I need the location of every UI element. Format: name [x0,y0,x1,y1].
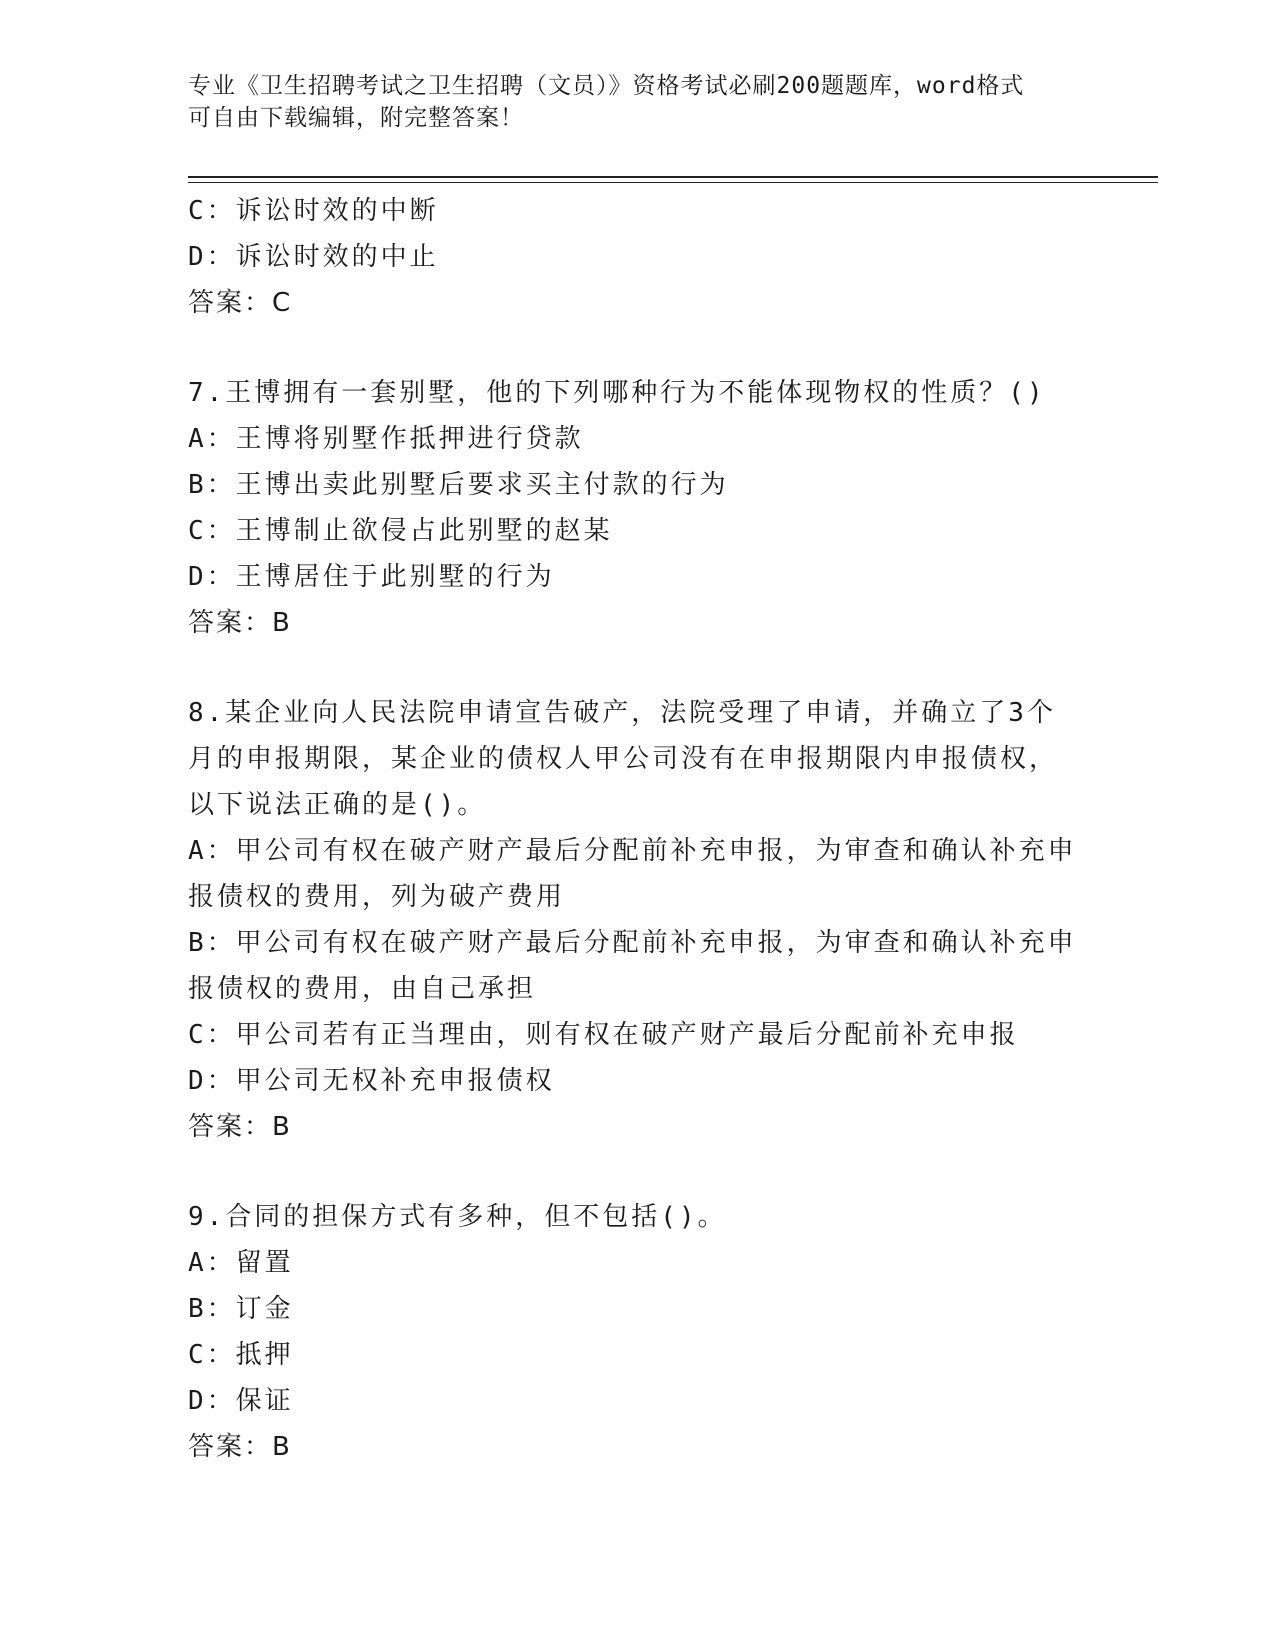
answer-line: 答案：B [188,608,292,638]
option-line: C：王博制止欲侵占此别墅的赵某 [188,516,613,546]
document-header [188,70,1088,134]
answer-line: 答案：B [188,1432,292,1462]
option-line: D：甲公司无权补充申报债权 [188,1066,555,1096]
option-line: 报债权的费用，列为破产费用 [188,882,566,912]
question-content [188,188,1088,1470]
header-line-2: 可自由下载编辑，附完整答案！ [188,105,524,131]
option-line: 报债权的费用，由自己承担 [188,974,537,1004]
header-rule-thick [188,176,1158,178]
spacer [188,646,1088,690]
question-stem: 8.某企业向人民法院申请宣告破产，法院受理了申请，并确立了3个 [188,698,1056,728]
question-stem: 7.王博拥有一套别墅，他的下列哪种行为不能体现物权的性质？() [188,378,1046,408]
question-7 [188,370,1088,646]
question-stem: 9.合同的担保方式有多种，但不包括()。 [188,1202,727,1232]
question-stem: 月的申报期限，某企业的债权人甲公司没有在申报期限内申报债权， [188,744,1059,774]
question-stem: 以下说法正确的是()。 [188,790,487,820]
spacer [188,326,1088,370]
option-line: C：抵押 [188,1340,294,1370]
option-line: D：保证 [188,1386,294,1416]
option-line: D：王博居住于此别墅的行为 [188,562,555,592]
question-8 [188,690,1088,1150]
option-line: D：诉讼时效的中止 [188,242,439,272]
answer-line: 答案：C [188,288,293,318]
prev-question-block [188,188,1088,326]
option-line: B：王博出卖此别墅后要求买主付款的行为 [188,470,729,500]
option-line: B：甲公司有权在破产财产最后分配前补充申报，为审查和确认补充申 [188,928,1077,958]
answer-line: 答案：B [188,1112,292,1142]
option-line: C：诉讼时效的中断 [188,196,439,226]
option-line: A：甲公司有权在破产财产最后分配前补充申报，为审查和确认补充申 [188,836,1077,866]
header-rule-thin [188,182,1158,183]
option-line: A：王博将别墅作抵押进行贷款 [188,424,584,454]
spacer [188,1150,1088,1194]
question-9 [188,1194,1088,1470]
option-line: B：订金 [188,1294,294,1324]
option-line: C：甲公司若有正当理由，则有权在破产财产最后分配前补充申报 [188,1020,1019,1050]
option-line: A：留置 [188,1248,294,1278]
header-line-1: 专业《卫生招聘考试之卫生招聘（文员）》资格考试必刷200题题库，word格式 [188,73,1025,99]
